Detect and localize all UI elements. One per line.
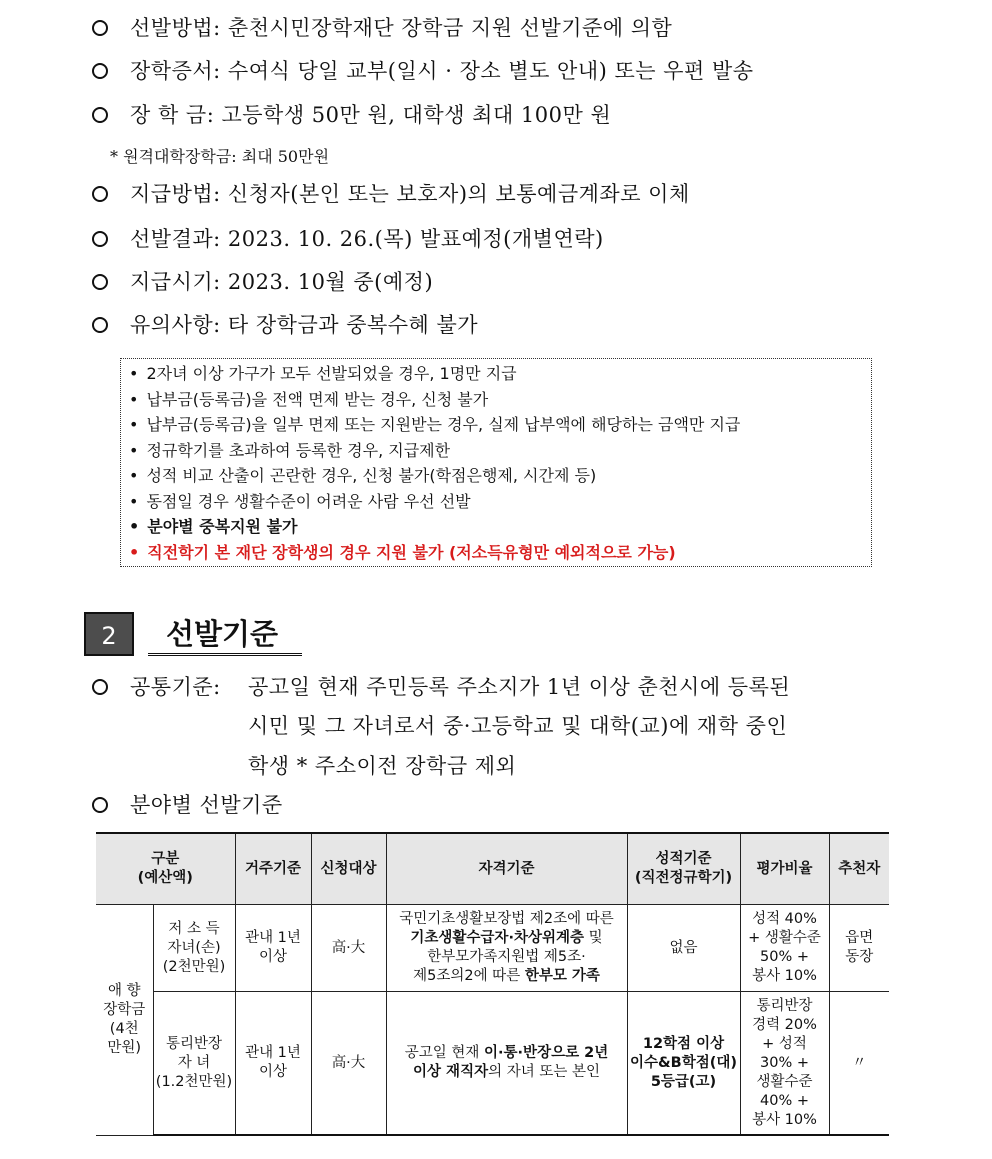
common-text-line3: 학생 * 주소이전 장학금 제외: [248, 754, 517, 778]
header-recommender: 추천자: [829, 833, 889, 905]
residence-cell: 관내 1년 이상: [235, 905, 311, 992]
circle-bullet-icon: [92, 797, 108, 813]
circle-bullet-icon: [92, 20, 108, 36]
caution-item: • 성적 비교 산출이 곤란한 경우, 신청 불가(학점은행제, 시간제 등): [129, 463, 871, 489]
header-ratio: 평가비율: [740, 833, 829, 905]
grade-cell: 없음: [627, 905, 740, 992]
residence-cell: 관내 1년 이상: [235, 992, 311, 1136]
target-cell: 高·大: [311, 992, 386, 1136]
ratio-cell: 성적 40% + 생활수준 50% + 봉사 10%: [740, 905, 829, 992]
table-header-row: [96, 833, 889, 905]
circle-bullet-icon: [92, 107, 108, 123]
info-line-timing: [92, 268, 433, 296]
remote-college-note: * 원격대학장학금: 최대 50만원: [110, 147, 330, 166]
criteria-table: [96, 832, 889, 1136]
caution-item-highlight: • 직전학기 본 재단 장학생의 경우 지원 불가 (저소득유형만 예외적으로 가능): [129, 540, 871, 566]
category-cell: 저 소 득 자녀(손) (2천만원): [153, 905, 235, 992]
common-text-line2: 시민 및 그 자녀로서 중·고등학교 및 대학(교)에 재학 중인: [248, 714, 788, 738]
section-number: 2: [84, 612, 134, 656]
group-cell: 애 향 장학금 (4천 만원): [96, 905, 153, 1136]
info-label: 유의사항:: [130, 313, 221, 337]
info-text: 2023. 10. 26.(목) 발표예정(개별연락): [227, 227, 604, 251]
info-text: 수여식 당일 교부(일시 · 장소 별도 안내) 또는 우편 발송: [227, 59, 754, 83]
info-text: 춘천시민장학재단 장학금 지원 선발기준에 의함: [227, 16, 673, 40]
info-line-payment: [92, 180, 690, 208]
info-label: 장학증서:: [130, 59, 221, 83]
header-residence: 거주기준: [235, 833, 311, 905]
circle-bullet-icon: [92, 317, 108, 333]
qualification-cell: 국민기초생활보장법 제2조에 따른 기초생활수급자·차상위계층 및 한부모가족지원법 제5조· 제5조의2에 따른 한부모 가족: [386, 905, 627, 992]
category-cell: 통리반장 자 녀 (1.2천만원): [153, 992, 235, 1136]
caution-box: [120, 358, 872, 567]
info-label: 선발결과:: [130, 227, 221, 251]
common-text-line1: 공고일 현재 주민등록 주소지가 1년 이상 춘천시에 등록된: [248, 675, 791, 699]
grade-cell: 12학점 이상 이수&B학점(대) 5등급(고): [627, 992, 740, 1136]
by-field-label: 분야별 선발기준: [130, 793, 283, 817]
info-label: 장 학 금:: [130, 103, 215, 127]
circle-bullet-icon: [92, 231, 108, 247]
caution-list: [121, 359, 871, 565]
section-title: 선발기준: [148, 612, 302, 656]
info-label: 지급시기:: [130, 270, 221, 294]
info-text: 고등학생 50만 원, 대학생 최대 100만 원: [221, 103, 612, 127]
qualification-cell: 공고일 현재 이·통·반장으로 2년 이상 재직자의 자녀 또는 본인: [386, 992, 627, 1136]
caution-item: • 2자녀 이상 가구가 모두 선발되었을 경우, 1명만 지급: [129, 361, 871, 387]
header-target: 신청대상: [311, 833, 386, 905]
header-category: 구분 (예산액): [96, 833, 235, 905]
target-cell: 高·大: [311, 905, 386, 992]
by-field-heading: [92, 791, 283, 819]
caution-item: • 납부금(등록금)을 일부 면제 또는 지원받는 경우, 실제 납부액에 해당하는 금액만 지급: [129, 412, 871, 438]
info-line-selection: [92, 14, 672, 42]
common-label: 공통기준:: [130, 675, 221, 699]
circle-bullet-icon: [92, 679, 108, 695]
table-row: [96, 905, 889, 992]
recommender-cell: 〃: [829, 992, 889, 1136]
info-text: 타 장학금과 중복수혜 불가: [227, 313, 479, 337]
info-line-caution: [92, 311, 478, 339]
circle-bullet-icon: [92, 186, 108, 202]
common-criteria-line: [92, 673, 221, 701]
header-qualification: 자격기준: [386, 833, 627, 905]
table-row: [96, 992, 889, 1136]
caution-item-bold: • 분야별 중복지원 불가: [129, 514, 871, 540]
caution-item: • 동점일 경우 생활수준이 어려운 사람 우선 선발: [129, 489, 871, 515]
caution-item: • 납부금(등록금)을 전액 면제 받는 경우, 신청 불가: [129, 387, 871, 413]
caution-item: • 정규학기를 초과하여 등록한 경우, 지급제한: [129, 438, 871, 464]
info-text: 신청자(본인 또는 보호자)의 보통예금계좌로 이체: [227, 182, 690, 206]
info-label: 지급방법:: [130, 182, 221, 206]
info-label: 선발방법:: [130, 16, 221, 40]
info-line-certificate: [92, 57, 754, 85]
info-text: 2023. 10월 중(예정): [227, 270, 434, 294]
header-grade: 성적기준 (직전정규학기): [627, 833, 740, 905]
ratio-cell: 통리반장 경력 20% + 성적 30% + 생활수준 40% + 봉사 10%: [740, 992, 829, 1136]
recommender-cell: 읍면 동장: [829, 905, 889, 992]
info-line-amount: [92, 101, 611, 129]
circle-bullet-icon: [92, 63, 108, 79]
info-line-result: [92, 225, 604, 253]
circle-bullet-icon: [92, 274, 108, 290]
